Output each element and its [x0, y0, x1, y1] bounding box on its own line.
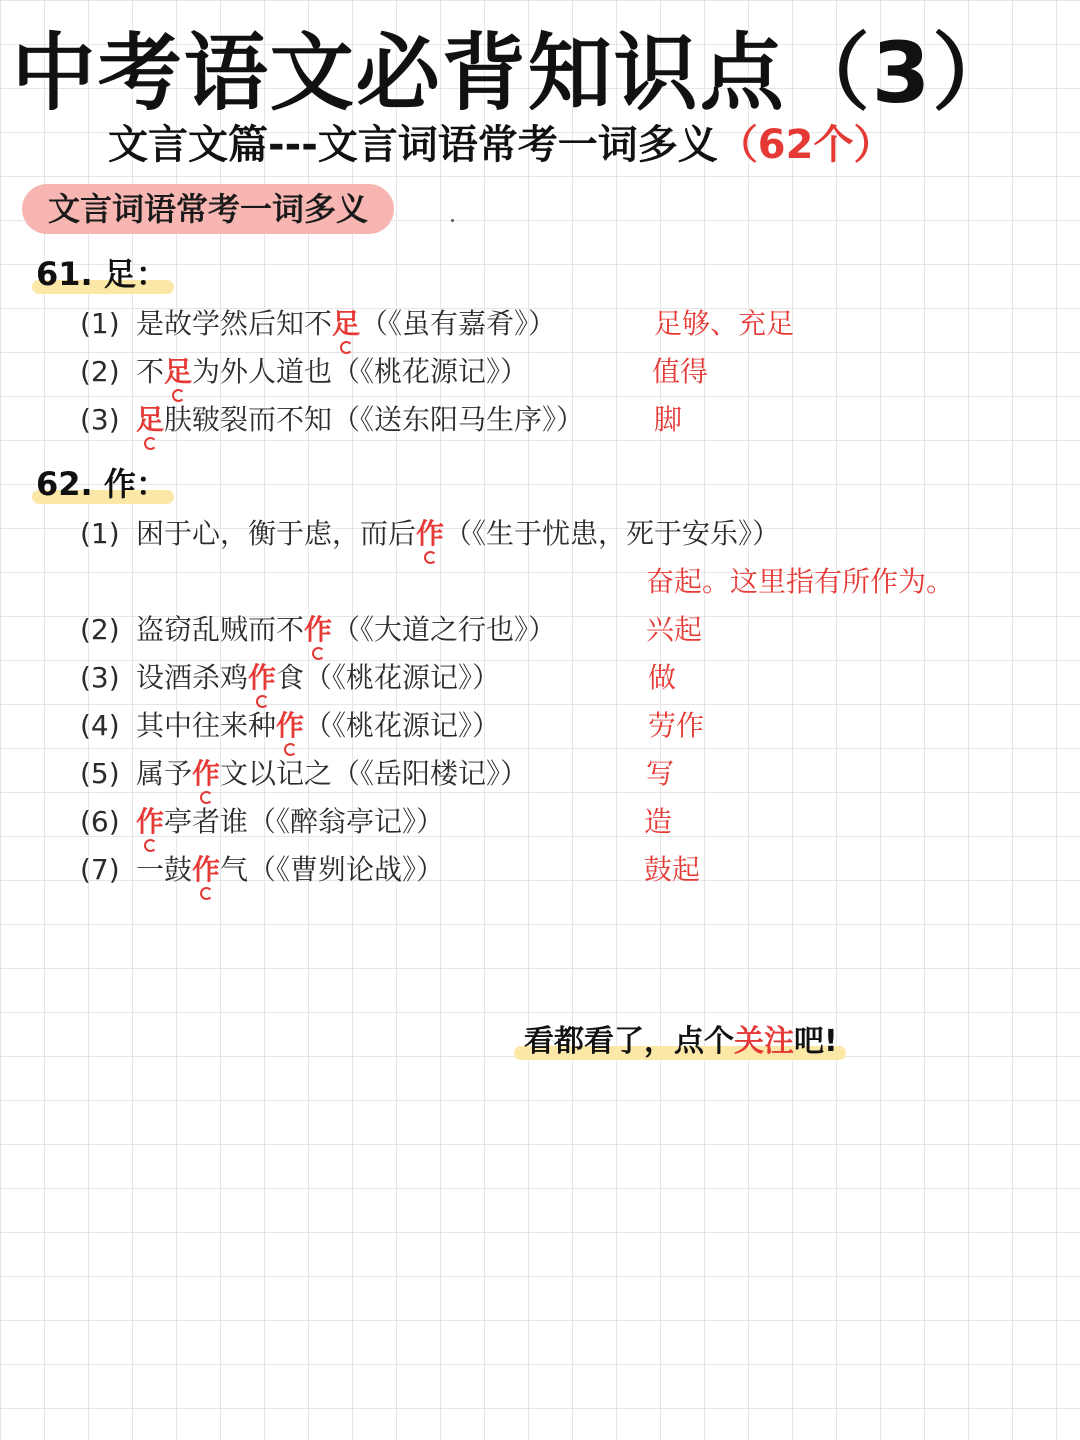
follow-prompt — [524, 1020, 838, 1064]
keyword-text: 作 — [276, 709, 305, 742]
meaning: 值得 — [652, 355, 709, 388]
keyword — [192, 853, 220, 886]
meaning: 奋起。这里指有所作为。 — [646, 565, 955, 598]
keyword — [332, 307, 360, 340]
subtitle-count: （62个） — [717, 122, 894, 168]
keyword-text: 作 — [136, 805, 165, 838]
keyword-mark-icon — [200, 887, 213, 900]
meaning: 脚 — [654, 403, 683, 436]
example-text-after: （《生于忧患，死于安乐》） — [444, 517, 781, 550]
footer-text-before: 看都看了，点个 — [524, 1024, 734, 1059]
keyword-text: 作 — [304, 613, 333, 646]
example-row — [80, 657, 500, 699]
example-text-after: 为外人道也（《桃花源记》） — [192, 355, 529, 388]
keyword — [164, 355, 192, 388]
footer-text-after: 吧! — [794, 1024, 838, 1059]
example-row — [80, 399, 584, 441]
example-text-after: （《桃花源记》） — [304, 709, 501, 742]
keyword — [276, 709, 304, 742]
meaning: 劳作 — [648, 709, 705, 742]
footer-follow-word: 关注 — [734, 1024, 794, 1059]
keyword-text: 足 — [136, 403, 165, 436]
meaning: 做 — [648, 661, 677, 694]
example-text-after: （《大道之行也》） — [332, 613, 557, 646]
example-row — [80, 351, 528, 393]
keyword-text: 足 — [164, 355, 193, 388]
keyword-text: 作 — [416, 517, 445, 550]
example-number: (2) — [80, 355, 120, 388]
stray-dot — [451, 219, 454, 222]
keyword — [416, 517, 444, 550]
keyword — [136, 403, 164, 436]
example-number: (4) — [80, 709, 120, 742]
keyword — [304, 613, 332, 646]
example-text-before: 设酒杀鸡 — [136, 661, 249, 694]
word-heading-62 — [36, 462, 168, 506]
example-text-before: 困于心，衡于虑，而后 — [136, 517, 417, 550]
keyword-text: 足 — [332, 307, 361, 340]
keyword-mark-icon — [424, 551, 437, 564]
example-text-after: 肤皲裂而不知（《送东阳马生序》） — [164, 403, 585, 436]
example-row — [80, 303, 556, 345]
example-text-before: 盗窃乱贼而不 — [136, 613, 305, 646]
meaning: 足够、充足 — [654, 307, 795, 340]
example-text-after: 气（《曹刿论战》） — [220, 853, 445, 886]
example-text-after: 亭者谁（《醉翁亭记》） — [164, 805, 445, 838]
example-row — [80, 753, 528, 795]
keyword-text: 作 — [192, 757, 221, 790]
example-row — [80, 609, 556, 651]
keyword — [248, 661, 276, 694]
meaning: 鼓起 — [644, 853, 701, 886]
example-number: (2) — [80, 613, 120, 646]
example-number: (1) — [80, 517, 120, 550]
word-heading-text: 62. 作： — [36, 465, 168, 503]
example-number: (3) — [80, 403, 120, 436]
subtitle-main: 文言文篇---文言词语常考一词多义 — [108, 122, 718, 168]
page-title: 中考语文必背知识点（3） — [11, 24, 1019, 122]
meaning: 造 — [644, 805, 673, 838]
example-number: (7) — [80, 853, 120, 886]
example-number: (1) — [80, 307, 120, 340]
example-number: (5) — [80, 757, 120, 790]
keyword — [192, 757, 220, 790]
example-text-before: 是故学然后知不 — [136, 307, 333, 340]
example-text-before: 不 — [136, 355, 165, 388]
example-text-before: 一鼓 — [136, 853, 193, 886]
section-tag: 文言词语常考一词多义 — [22, 184, 394, 234]
example-row — [80, 513, 780, 555]
meaning: 写 — [646, 757, 675, 790]
example-text-before: 其中往来种 — [136, 709, 277, 742]
example-number: (3) — [80, 661, 120, 694]
example-row — [80, 705, 500, 747]
example-row — [80, 849, 444, 891]
word-heading-text: 61. 足： — [36, 255, 168, 293]
keyword — [136, 805, 164, 838]
meaning: 兴起 — [646, 613, 703, 646]
example-text-before: 属予 — [136, 757, 193, 790]
example-text-after: 文以记之（《岳阳楼记》） — [220, 757, 529, 790]
page-subtitle — [108, 118, 893, 172]
keyword-mark-icon — [144, 437, 157, 450]
example-number: (6) — [80, 805, 120, 838]
example-row — [80, 801, 444, 843]
example-text-after: 食（《桃花源记》） — [276, 661, 501, 694]
keyword-text: 作 — [248, 661, 277, 694]
word-heading-61 — [36, 252, 168, 296]
example-text-after: （《虽有嘉肴》） — [360, 307, 557, 340]
keyword-text: 作 — [192, 853, 221, 886]
